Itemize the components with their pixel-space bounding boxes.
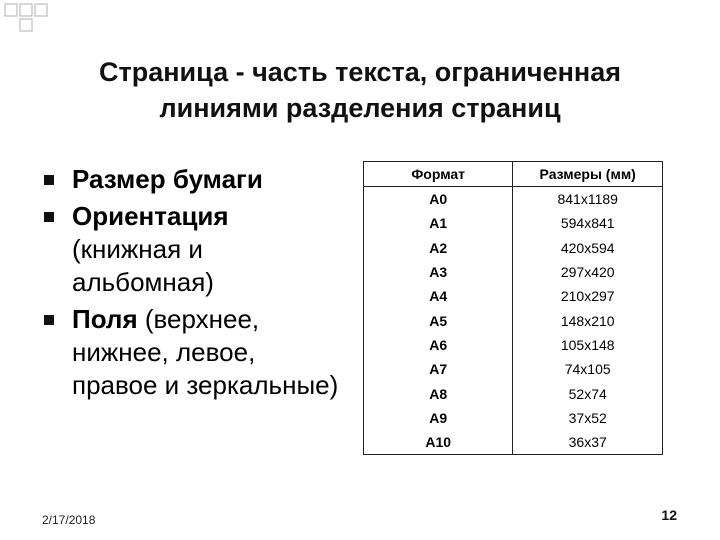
bullet-text: (книжная и альбомная) (72, 234, 214, 297)
format-cell: А3 (364, 260, 513, 284)
slide-date: 2/17/2018 (42, 513, 96, 527)
header-size: Размеры (мм) (513, 162, 663, 187)
size-cell: 148х210 (513, 308, 663, 332)
table-row (364, 430, 663, 455)
format-cell: А7 (364, 357, 513, 381)
table-header-row (364, 162, 663, 187)
size-cell: 74х105 (513, 357, 663, 381)
size-cell: 297х420 (513, 260, 663, 284)
format-cell: А0 (364, 187, 513, 212)
bullet-bold-text: Размер бумаги (72, 164, 263, 194)
format-cell: А6 (364, 333, 513, 357)
format-cell: А8 (364, 381, 513, 405)
table-row (364, 236, 663, 260)
table-row (364, 187, 663, 212)
table-row (364, 211, 663, 235)
size-cell: 594х841 (513, 211, 663, 235)
header-format: Формат (364, 162, 513, 187)
format-cell: А1 (364, 211, 513, 235)
size-cell: 36х37 (513, 430, 663, 455)
size-cell: 420х594 (513, 236, 663, 260)
bullet-text: (верхнее, нижнее, левое, правое и зеркальные) (72, 304, 339, 400)
format-cell: А5 (364, 308, 513, 332)
table-row (364, 357, 663, 381)
table-row (364, 381, 663, 405)
table-row (364, 333, 663, 357)
title-line-1: Страница - часть текста, ограниченная (99, 57, 621, 87)
format-cell: А10 (364, 430, 513, 455)
bullet-bold-text: Ориентация (72, 201, 229, 231)
size-cell: 105х148 (513, 333, 663, 357)
bullet-square-icon (44, 212, 54, 222)
format-cell: А4 (364, 284, 513, 308)
bullet-paper-size (42, 163, 342, 196)
bullet-orientation (42, 200, 342, 299)
size-cell: 841х1189 (513, 187, 663, 212)
bullet-list (42, 163, 342, 406)
slide-title (40, 54, 680, 126)
bullet-square-icon (44, 175, 54, 185)
bullet-margins (42, 303, 342, 402)
table-row (364, 260, 663, 284)
page-number: 12 (661, 507, 677, 523)
size-cell: 210х297 (513, 284, 663, 308)
table-row (364, 406, 663, 430)
table-row (364, 284, 663, 308)
bullet-square-icon (44, 315, 54, 325)
format-cell: А2 (364, 236, 513, 260)
table-row (364, 308, 663, 332)
bullet-bold-text: Поля (72, 304, 138, 334)
paper-format-table (363, 161, 663, 455)
size-cell: 52х74 (513, 381, 663, 405)
title-line-2: линиями разделения страниц (159, 93, 561, 123)
decorative-squares (0, 0, 80, 40)
size-cell: 37х52 (513, 406, 663, 430)
format-cell: А9 (364, 406, 513, 430)
